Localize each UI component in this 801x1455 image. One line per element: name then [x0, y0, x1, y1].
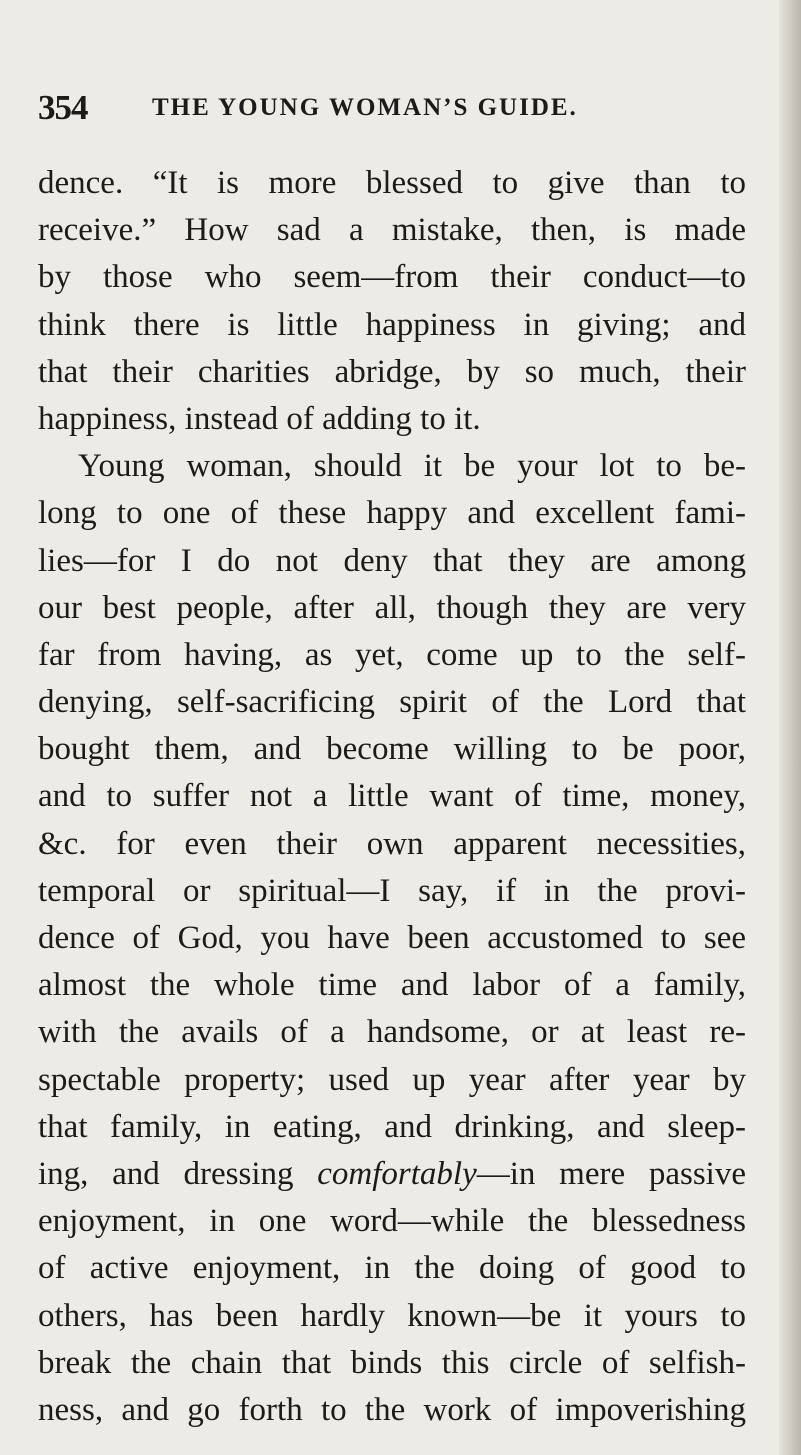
running-title: THE YOUNG WOMAN’S GUIDE.	[152, 94, 578, 121]
text-line: long to one of these happy and excellent fami-	[38, 495, 746, 532]
page-number: 354	[38, 88, 88, 127]
italic-word: comfortably	[317, 1155, 477, 1192]
text-line: far from having, as yet, come up to the self-	[38, 636, 746, 673]
text-line: spectable property; used up year after year by	[38, 1061, 746, 1098]
text-segment: —in mere passive	[476, 1155, 746, 1192]
text-segment: ing, and dressing	[38, 1155, 318, 1192]
text-line: break the chain that binds this circle of selfish-	[38, 1344, 746, 1381]
text-line: dence. “It is more blessed to give than to	[38, 165, 746, 201]
text-line: denying, self-sacrificing spirit of the Lord that	[38, 684, 746, 721]
text-line: with the avails of a handsome, or at least re-	[38, 1014, 746, 1051]
page-header	[38, 88, 758, 128]
text-line: bought them, and become willing to be poor,	[38, 731, 746, 768]
text-line: temporal or spiritual—I say, if in the provi-	[38, 872, 746, 909]
text-line: and to suffer not a little want of time, money,	[38, 778, 746, 815]
text-line	[38, 1151, 746, 1198]
text-line: &c. for even their own apparent necessities,	[38, 825, 746, 862]
text-line: of active enjoyment, in the doing of good to	[38, 1250, 746, 1287]
text-line: ness, and go forth to the work of impoverishing	[38, 1391, 746, 1428]
page-edge-shadow	[779, 0, 801, 1455]
text-line: think there is little happiness in giving; and	[38, 306, 746, 343]
text-line: almost the whole time and labor of a family,	[38, 967, 746, 1004]
text-line: others, has been hardly known—be it yours to	[38, 1297, 746, 1334]
text-line: enjoyment, in one word—while the blessedness	[38, 1203, 746, 1240]
text-line: that their charities abridge, by so much, their	[38, 353, 746, 390]
text-line: dence of God, you have been accustomed to see	[38, 920, 746, 956]
text-line: lies—for I do not deny that they are among	[38, 542, 746, 579]
text-line: receive.” How sad a mistake, then, is made	[38, 212, 746, 249]
body-text	[38, 160, 746, 1434]
text-line: happiness, instead of adding to it.	[38, 400, 481, 437]
text-line: Young woman, should it be your lot to be-	[78, 448, 746, 485]
text-line: our best people, after all, though they are very	[38, 589, 746, 626]
text-line: that family, in eating, and drinking, and sleep-	[38, 1108, 746, 1145]
text-line: by those who seem—from their conduct—to	[38, 259, 746, 296]
